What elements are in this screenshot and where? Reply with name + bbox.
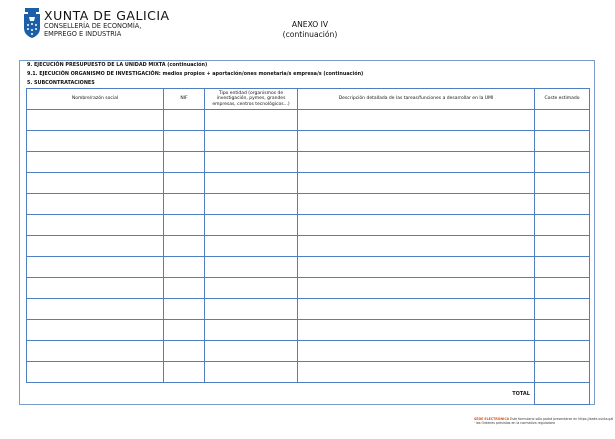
cell-description[interactable] [298,257,535,278]
cell-entity-type[interactable] [205,299,298,320]
cell-name[interactable] [27,152,164,173]
table-row [27,194,590,215]
table-row [27,362,590,383]
cell-name[interactable] [27,320,164,341]
cell-cost[interactable] [535,215,590,236]
footer-badge: SEDE ELECTRÓNICA [474,417,510,421]
table-row [27,320,590,341]
cell-name[interactable] [27,278,164,299]
galicia-coat-of-arms-icon [22,8,42,38]
cell-description[interactable] [298,131,535,152]
cell-entity-type[interactable] [205,278,298,299]
cell-cost[interactable] [535,320,590,341]
table-row [27,131,590,152]
org-name: XUNTA DE GALICIA [44,8,170,23]
cell-name[interactable] [27,131,164,152]
annex-heading [250,20,370,39]
cell-cost[interactable] [535,299,590,320]
cell-nif[interactable] [164,257,205,278]
cell-cost[interactable] [535,278,590,299]
cell-nif[interactable] [164,110,205,131]
cell-cost[interactable] [535,236,590,257]
table-row [27,278,590,299]
cell-cost[interactable] [535,131,590,152]
cell-entity-type[interactable] [205,257,298,278]
table-row [27,299,590,320]
cell-entity-type[interactable] [205,152,298,173]
cell-nif[interactable] [164,341,205,362]
cell-description[interactable] [298,299,535,320]
cell-cost[interactable] [535,194,590,215]
cell-description[interactable] [298,194,535,215]
org-department [44,23,141,38]
cell-entity-type[interactable] [205,194,298,215]
cell-entity-type[interactable] [205,215,298,236]
cell-entity-type[interactable] [205,341,298,362]
cell-nif[interactable] [164,299,205,320]
col-header-cost: Coste estimado [535,89,590,110]
section-title: 9. EJECUCIÓN PRESUPUESTO DE LA UNIDAD MIXTA (continuación) [27,62,208,68]
cell-description[interactable] [298,362,535,383]
section-subtitle: 9.1. EJECUCIÓN ORGANISMO DE INVESTIGACIÓN: medios propios + aportación/ones monetaria/s empresa/s (continuación) [27,71,364,77]
cell-nif[interactable] [164,173,205,194]
cell-name[interactable] [27,215,164,236]
cell-entity-type[interactable] [205,362,298,383]
cell-description[interactable] [298,236,535,257]
col-header-name: Nombre/razón social [27,89,164,110]
cell-description[interactable] [298,320,535,341]
cell-nif[interactable] [164,215,205,236]
total-row [27,383,590,405]
cell-entity-type[interactable] [205,173,298,194]
cell-description[interactable] [298,173,535,194]
footer-note [474,417,614,425]
table-row [27,110,590,131]
cell-description[interactable] [298,341,535,362]
table-row [27,152,590,173]
annex-subtitle: (continuación) [282,29,338,39]
cell-name[interactable] [27,236,164,257]
cell-name[interactable] [27,173,164,194]
cell-nif[interactable] [164,236,205,257]
cell-cost[interactable] [535,152,590,173]
col-header-entity-type: Tipo entidad (organismos de investigación, pymes, grandes empresas, centros tecnológicos...) [205,89,298,110]
cell-description[interactable] [298,215,535,236]
cell-description[interactable] [298,278,535,299]
cell-nif[interactable] [164,278,205,299]
cell-description[interactable] [298,152,535,173]
subsection-title: 5. SUBCONTRATACIONES [27,80,95,86]
cell-cost[interactable] [535,173,590,194]
col-header-nif: NIF [164,89,205,110]
annex-title: ANEXO IV [291,20,329,29]
cell-name[interactable] [27,341,164,362]
cell-name[interactable] [27,110,164,131]
cell-nif[interactable] [164,320,205,341]
cell-nif[interactable] [164,152,205,173]
cell-cost[interactable] [535,341,590,362]
table-header-row [27,89,590,110]
cell-entity-type[interactable] [205,320,298,341]
cell-name[interactable] [27,362,164,383]
cell-description[interactable] [298,110,535,131]
cell-nif[interactable] [164,194,205,215]
table-row [27,257,590,278]
cell-entity-type[interactable] [205,110,298,131]
cell-cost[interactable] [535,362,590,383]
cell-name[interactable] [27,257,164,278]
footer-text: Este formulario sólo podrá presentarse en https://sede.xunta.gal · las Ordenes previstas en la normativa reguladora [474,417,614,426]
total-cost-cell[interactable] [535,383,590,405]
table-row [27,341,590,362]
table-row [27,236,590,257]
org-sub-line1: CONSELLERÍA DE ECONOMÍA, [44,22,142,30]
table-row [27,215,590,236]
cell-cost[interactable] [535,257,590,278]
cell-nif[interactable] [164,362,205,383]
cell-cost[interactable] [535,110,590,131]
cell-entity-type[interactable] [205,131,298,152]
total-label: TOTAL [512,390,530,397]
col-header-description: Descripción detallada de las tareas/funciones a desarrollar en la UMI [298,89,535,110]
cell-name[interactable] [27,194,164,215]
cell-name[interactable] [27,299,164,320]
cell-entity-type[interactable] [205,236,298,257]
table-row [27,173,590,194]
org-sub-line2: EMPREGO E INDUSTRIA [44,29,122,38]
cell-nif[interactable] [164,131,205,152]
subcontracting-table [26,88,590,405]
